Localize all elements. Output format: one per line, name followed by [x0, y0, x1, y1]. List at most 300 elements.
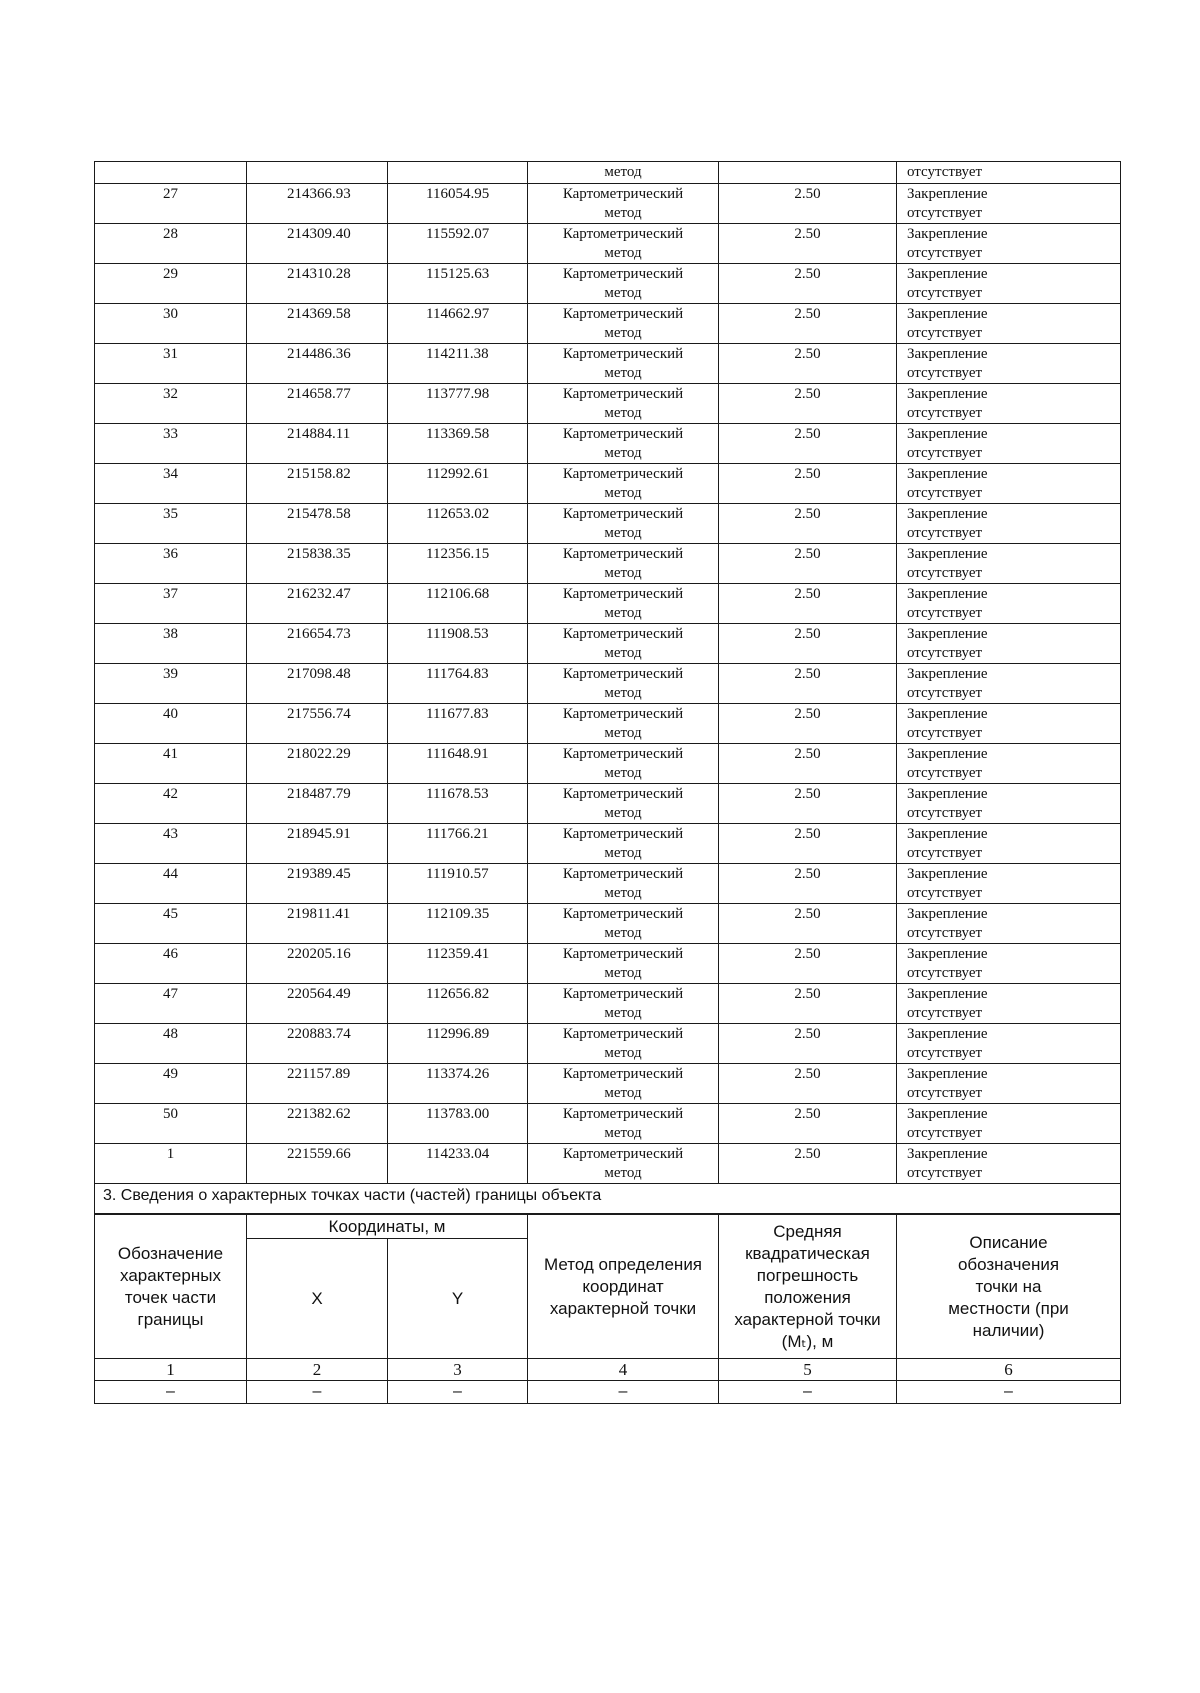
table-row [95, 904, 1121, 944]
method-cell-line: Картометрический [562, 546, 684, 562]
point-number-cell: 1 [95, 1144, 247, 1184]
section-title-row [95, 1184, 1121, 1214]
description-cell-line: отсутствует [907, 525, 983, 541]
description-cell-line: Закрепление [907, 506, 988, 522]
method-cell-line: метод [604, 765, 642, 781]
method-cell-line: метод [604, 725, 642, 741]
error-cell: 2.50 [719, 424, 897, 464]
empty-cell: – [719, 1381, 897, 1404]
method-cell-line: Картометрический [562, 466, 684, 482]
error-cell: 2.50 [719, 864, 897, 904]
method-cell-line: Картометрический [562, 946, 684, 962]
description-cell [897, 784, 1121, 824]
description-cell-line: Закрепление [907, 1066, 988, 1082]
table-row [95, 504, 1121, 544]
table-row [95, 1024, 1121, 1064]
description-cell-line: отсутствует [907, 1125, 983, 1141]
description-cell-line: Закрепление [907, 186, 988, 202]
x-coordinate-cell: 214486.36 [247, 344, 388, 384]
header-line: местности (при [948, 1298, 1069, 1318]
method-cell-line: метод [604, 1165, 642, 1181]
y-coordinate-cell: 111766.21 [388, 824, 528, 864]
description-cell-line: Закрепление [907, 786, 988, 802]
point-number-cell: 34 [95, 464, 247, 504]
header-description [897, 1215, 1121, 1359]
header-point [95, 1215, 247, 1359]
table-row [95, 824, 1121, 864]
description-cell-line: Закрепление [907, 266, 988, 282]
description-cell [897, 944, 1121, 984]
y-coordinate-cell: 112996.89 [388, 1024, 528, 1064]
description-cell [897, 264, 1121, 304]
method-cell-line: метод [604, 965, 642, 981]
method-cell [528, 904, 719, 944]
description-cell [897, 904, 1121, 944]
error-cell: 2.50 [719, 904, 897, 944]
description-cell-line: отсутствует [907, 605, 983, 621]
method-cell-line: Картометрический [562, 1106, 684, 1122]
description-cell-line: Закрепление [907, 706, 988, 722]
y-coordinate-cell: 114233.04 [388, 1144, 528, 1184]
method-cell [528, 464, 719, 504]
description-cell [897, 184, 1121, 224]
x-coordinate-cell: 218487.79 [247, 784, 388, 824]
method-cell-line: метод [604, 1045, 642, 1061]
column-number-cell: 3 [388, 1359, 528, 1381]
table-row [95, 304, 1121, 344]
method-cell-line: метод [604, 325, 642, 341]
y-coordinate-cell: 112106.68 [388, 584, 528, 624]
y-coordinate-cell: 115592.07 [388, 224, 528, 264]
method-cell [528, 264, 719, 304]
description-cell-line: отсутствует [907, 645, 983, 661]
description-cell-line: отсутствует [907, 1085, 983, 1101]
point-number-cell: 29 [95, 264, 247, 304]
method-cell-line: метод [604, 245, 642, 261]
description-cell [897, 1064, 1121, 1104]
method-cell-line: метод [604, 405, 642, 421]
description-cell-line: Закрепление [907, 866, 988, 882]
description-cell-line: Закрепление [907, 386, 988, 402]
header-line: точек части [124, 1287, 217, 1307]
point-number-cell: 33 [95, 424, 247, 464]
error-cell: 2.50 [719, 624, 897, 664]
description-cell-line: отсутствует [907, 685, 983, 701]
table-row [95, 784, 1121, 824]
x-coordinate-cell: 214309.40 [247, 224, 388, 264]
method-cell [528, 744, 719, 784]
method-cell-line: Картометрический [562, 666, 684, 682]
y-coordinate-cell: 113374.26 [388, 1064, 528, 1104]
method-cell-line: Картометрический [562, 586, 684, 602]
method-cell [528, 344, 719, 384]
method-cell-line: метод [604, 205, 642, 221]
point-number-cell: 47 [95, 984, 247, 1024]
method-cell-line: Картометрический [562, 826, 684, 842]
x-coordinate-cell: 217556.74 [247, 704, 388, 744]
point-number-cell: 49 [95, 1064, 247, 1104]
method-cell-line: метод [604, 485, 642, 501]
description-cell-line: отсутствует [907, 765, 983, 781]
description-cell [897, 1144, 1121, 1184]
description-cell-line: Закрепление [907, 226, 988, 242]
description-cell-line: отсутствует [907, 325, 983, 341]
y-coordinate-cell: 113783.00 [388, 1104, 528, 1144]
description-cell-line: отсутствует [907, 725, 983, 741]
table-row [95, 864, 1121, 904]
error-cell: 2.50 [719, 224, 897, 264]
point-number-cell: 48 [95, 1024, 247, 1064]
error-cell: 2.50 [719, 704, 897, 744]
error-cell: 2.50 [719, 1144, 897, 1184]
table-row [95, 744, 1121, 784]
table-row [95, 184, 1121, 224]
description-cell [897, 824, 1121, 864]
method-cell-line: метод [604, 445, 642, 461]
x-coordinate-cell: 218945.91 [247, 824, 388, 864]
method-cell [528, 864, 719, 904]
description-cell-line: отсутствует [907, 845, 983, 861]
method-cell [528, 184, 719, 224]
column-number-cell: 2 [247, 1359, 388, 1381]
x-coordinate-cell: 220883.74 [247, 1024, 388, 1064]
x-coordinate-cell: 214658.77 [247, 384, 388, 424]
method-cell-line: метод [604, 1125, 642, 1141]
table-row [95, 384, 1121, 424]
description-cell-line: Закрепление [907, 666, 988, 682]
column-number-cell: 5 [719, 1359, 897, 1381]
x-coordinate-cell: 219811.41 [247, 904, 388, 944]
table-row [95, 544, 1121, 584]
description-cell-line: Закрепление [907, 906, 988, 922]
method-cell-line: Картометрический [562, 906, 684, 922]
description-cell-line: Закрепление [907, 1106, 988, 1122]
header-line: погрешность [756, 1265, 859, 1285]
description-cell-line: отсутствует [907, 245, 983, 261]
error-cell: 2.50 [719, 944, 897, 984]
column-numbers-row [95, 1359, 1121, 1381]
method-cell-line: Картометрический [562, 266, 684, 282]
description-cell-line: Закрепление [907, 586, 988, 602]
x-coordinate-cell: 215158.82 [247, 464, 388, 504]
table-row [95, 424, 1121, 464]
description-cell-line: Закрепление [907, 626, 988, 642]
y-coordinate-cell: 112656.82 [388, 984, 528, 1024]
table-row [95, 704, 1121, 744]
description-cell-line: Закрепление [907, 306, 988, 322]
header-line: положения [764, 1287, 851, 1307]
method-cell [528, 1024, 719, 1064]
method-cell-line: метод [604, 365, 642, 381]
point-number-cell: 39 [95, 664, 247, 704]
header-line: границы [137, 1309, 204, 1329]
description-cell [897, 224, 1121, 264]
point-number-cell: 36 [95, 544, 247, 584]
y-coordinate-cell: 115125.63 [388, 264, 528, 304]
y-coordinate-cell: 114662.97 [388, 304, 528, 344]
y-coordinate-cell: 112992.61 [388, 464, 528, 504]
point-number-cell: 42 [95, 784, 247, 824]
empty-cell: – [528, 1381, 719, 1404]
point-number-cell: 27 [95, 184, 247, 224]
method-cell [528, 824, 719, 864]
description-cell [897, 664, 1121, 704]
method-cell [528, 304, 719, 344]
description-cell [897, 384, 1121, 424]
y-coordinate-cell: 114211.38 [388, 344, 528, 384]
description-cell-line: отсутствует [907, 285, 983, 301]
header-error [719, 1215, 897, 1359]
error-cell: 2.50 [719, 344, 897, 384]
point-number-cell: 43 [95, 824, 247, 864]
x-coordinate-cell: 216654.73 [247, 624, 388, 664]
method-cell-line: Картометрический [562, 626, 684, 642]
empty-cell: – [897, 1381, 1121, 1404]
description-cell [897, 1104, 1121, 1144]
y-coordinate-cell: 113777.98 [388, 384, 528, 424]
description-cell-line: отсутствует [907, 565, 983, 581]
column-number-cell: 6 [897, 1359, 1121, 1381]
header-line: характерной точки [734, 1309, 881, 1329]
empty-data-row [95, 1381, 1121, 1404]
description-cell [897, 1024, 1121, 1064]
method-cell-line: Картометрический [562, 426, 684, 442]
description-cell [897, 704, 1121, 744]
method-cell [528, 984, 719, 1024]
method-cell-line: Картометрический [562, 786, 684, 802]
description-cell-line: отсутствует [907, 1165, 983, 1181]
header-line: квадратическая [745, 1243, 870, 1263]
column-number-cell: 1 [95, 1359, 247, 1381]
description-cell [897, 624, 1121, 664]
x-coordinate-cell: 220564.49 [247, 984, 388, 1024]
point-number-cell: 35 [95, 504, 247, 544]
table-row [95, 664, 1121, 704]
method-cell-line: Картометрический [562, 1066, 684, 1082]
description-cell-line: Закрепление [907, 1146, 988, 1162]
header-line: обозначения [957, 1254, 1060, 1274]
y-coordinate-cell: 111648.91 [388, 744, 528, 784]
description-cell [897, 984, 1121, 1024]
error-cell: 2.50 [719, 744, 897, 784]
method-cell-line: Картометрический [562, 1146, 684, 1162]
method-cell-line: метод [604, 845, 642, 861]
x-coordinate-cell: 220205.16 [247, 944, 388, 984]
x-coordinate-cell: 214884.11 [247, 424, 388, 464]
empty-cell: – [247, 1381, 388, 1404]
section3-table [94, 1214, 1121, 1404]
method-cell-line: метод [604, 1085, 642, 1101]
method-cell-line: метод [604, 525, 642, 541]
point-number-cell: 44 [95, 864, 247, 904]
method-cell-line: метод [604, 685, 642, 701]
table-row [95, 1064, 1121, 1104]
description-cell-line: отсутствует [907, 925, 983, 941]
header-line: Обозначение [117, 1243, 224, 1263]
description-cell-line: Закрепление [907, 426, 988, 442]
header-line: точки на [975, 1276, 1042, 1296]
table-row [95, 464, 1121, 504]
point-number-cell: 37 [95, 584, 247, 624]
table-row [95, 224, 1121, 264]
continuation-row [95, 162, 1121, 184]
y-coordinate-cell: 111908.53 [388, 624, 528, 664]
table-row [95, 344, 1121, 384]
x-coordinate-cell: 217098.48 [247, 664, 388, 704]
method-cell-line: метод [604, 805, 642, 821]
point-number-cell: 30 [95, 304, 247, 344]
method-cell [528, 624, 719, 664]
error-cell: 2.50 [719, 464, 897, 504]
method-cell-line: Картометрический [562, 866, 684, 882]
y-coordinate-cell: 112653.02 [388, 504, 528, 544]
header-coordinates: Координаты, м [247, 1215, 528, 1239]
method-cell-line: Картометрический [562, 746, 684, 762]
point-number-cell: 40 [95, 704, 247, 744]
description-cell-line: Закрепление [907, 826, 988, 842]
method-cell [528, 384, 719, 424]
y-coordinate-cell: 113369.58 [388, 424, 528, 464]
description-cell-line: отсутствует [907, 1005, 983, 1021]
description-cell [897, 544, 1121, 584]
point-number-cell: 31 [95, 344, 247, 384]
x-coordinate-cell: 215478.58 [247, 504, 388, 544]
method-cell [528, 504, 719, 544]
description-cell-line: отсутствует [907, 205, 983, 221]
header-line: наличии) [972, 1320, 1045, 1340]
header-line: характерных [120, 1265, 221, 1285]
header-x: X [247, 1239, 388, 1359]
description-cell [897, 744, 1121, 784]
header-y: Y [388, 1239, 528, 1359]
x-coordinate-cell: 216232.47 [247, 584, 388, 624]
description-cell-line: отсутствует [907, 445, 983, 461]
method-cell-line: метод [604, 285, 642, 301]
method-cell [528, 584, 719, 624]
header-line: (Mₜ), м [781, 1331, 834, 1351]
y-coordinate-cell: 116054.95 [388, 184, 528, 224]
table-row [95, 264, 1121, 304]
description-cell-line: Закрепление [907, 746, 988, 762]
error-cell: 2.50 [719, 1104, 897, 1144]
method-cell [528, 1144, 719, 1184]
point-number-cell: 50 [95, 1104, 247, 1144]
method-cell [528, 1104, 719, 1144]
error-cell: 2.50 [719, 304, 897, 344]
x-coordinate-cell: 219389.45 [247, 864, 388, 904]
error-cell: 2.50 [719, 664, 897, 704]
error-cell: 2.50 [719, 384, 897, 424]
method-cell [528, 944, 719, 984]
method-cell [528, 664, 719, 704]
method-cell-line: метод [604, 605, 642, 621]
description-cell-line: Закрепление [907, 946, 988, 962]
header-line: координат [582, 1276, 664, 1296]
section-title: 3. Сведения о характерных точках части (частей) границы объекта [95, 1184, 1121, 1214]
description-cell [897, 504, 1121, 544]
error-cell: 2.50 [719, 784, 897, 824]
empty-cell: – [95, 1381, 247, 1404]
method-cell [528, 224, 719, 264]
method-cell-line: Картометрический [562, 186, 684, 202]
header-line: характерной точки [549, 1298, 697, 1318]
description-cell-line: отсутствует [907, 1045, 983, 1061]
description-cell [897, 424, 1121, 464]
y-coordinate-cell: 112356.15 [388, 544, 528, 584]
description-cell [897, 864, 1121, 904]
description-cell [897, 344, 1121, 384]
method-cell [528, 1064, 719, 1104]
description-cell-line: отсутствует [907, 365, 983, 381]
empty-cell: – [388, 1381, 528, 1404]
table-row [95, 944, 1121, 984]
method-cell [528, 704, 719, 744]
x-coordinate-cell: 214310.28 [247, 264, 388, 304]
description-cell-line: отсутствует [907, 485, 983, 501]
x-coordinate-cell: 214369.58 [247, 304, 388, 344]
method-cell-line: метод [604, 885, 642, 901]
x-coordinate-cell: 221157.89 [247, 1064, 388, 1104]
method-cell-line: метод [604, 925, 642, 941]
x-coordinate-cell: 214366.93 [247, 184, 388, 224]
header-method [528, 1215, 719, 1359]
error-cell: 2.50 [719, 824, 897, 864]
method-cell-line: метод [604, 565, 642, 581]
description-cell-line: отсутствует [907, 405, 983, 421]
method-cell-line: Картометрический [562, 986, 684, 1002]
y-coordinate-cell: 111678.53 [388, 784, 528, 824]
method-cell-line: Картометрический [562, 506, 684, 522]
table-row [95, 584, 1121, 624]
error-cell: 2.50 [719, 264, 897, 304]
description-cell [897, 464, 1121, 504]
error-cell: 2.50 [719, 544, 897, 584]
header-line: Описание [969, 1232, 1048, 1252]
error-cell: 2.50 [719, 1064, 897, 1104]
table-row [95, 1104, 1121, 1144]
method-cell [528, 424, 719, 464]
description-cell-line: Закрепление [907, 1026, 988, 1042]
error-cell: 2.50 [719, 584, 897, 624]
error-cell: 2.50 [719, 504, 897, 544]
y-coordinate-cell: 112109.35 [388, 904, 528, 944]
x-coordinate-cell: 221559.66 [247, 1144, 388, 1184]
document-page [94, 161, 1120, 1404]
point-number-cell: 41 [95, 744, 247, 784]
x-coordinate-cell: 215838.35 [247, 544, 388, 584]
point-number-cell: 38 [95, 624, 247, 664]
coordinates-table [94, 161, 1121, 1214]
point-number-cell: 46 [95, 944, 247, 984]
error-cell: 2.50 [719, 184, 897, 224]
y-coordinate-cell: 112359.41 [388, 944, 528, 984]
table-row [95, 1144, 1121, 1184]
method-cell-line: метод [604, 1005, 642, 1021]
point-number-cell: 32 [95, 384, 247, 424]
point-number-cell: 28 [95, 224, 247, 264]
method-cell-line: Картометрический [562, 346, 684, 362]
header-line: Средняя [773, 1221, 842, 1241]
y-coordinate-cell: 111910.57 [388, 864, 528, 904]
x-coordinate-cell: 218022.29 [247, 744, 388, 784]
x-coordinate-cell: 221382.62 [247, 1104, 388, 1144]
description-cell [897, 584, 1121, 624]
y-coordinate-cell: 111677.83 [388, 704, 528, 744]
description-cell-line: отсутствует [907, 805, 983, 821]
method-cell-line: метод [604, 645, 642, 661]
description-cell [897, 304, 1121, 344]
method-cell [528, 784, 719, 824]
